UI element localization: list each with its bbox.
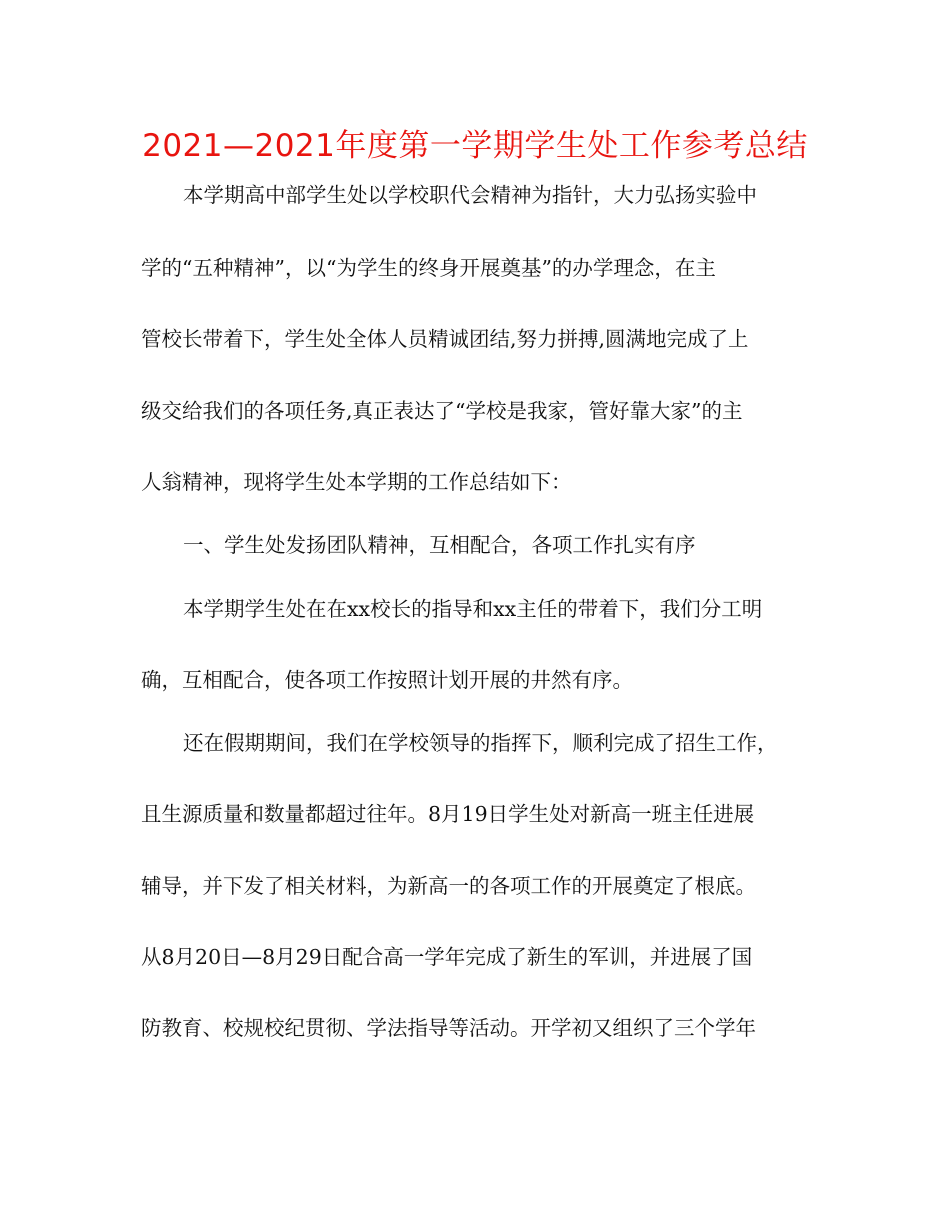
paragraph-line: 本学期高中部学生处以学校职代会精神为指针，大力弘扬实验中 xyxy=(183,183,757,207)
document-title: 2021—2021年度第一学期学生处工作参考总结 xyxy=(142,128,808,164)
paragraph-line: 且生源质量和数量都超过往年。8月19日学生处对新高一班主任进展 xyxy=(141,802,755,826)
paragraph-line: 人翁精神，现将学生处本学期的工作总结如下： xyxy=(141,470,572,494)
paragraph-line: 级交给我们的各项任务,真正表达了“学校是我家，管好靠大家”的主 xyxy=(141,399,743,423)
paragraph-line: 防教育、校规校纪贯彻、学法指导等活动。开学初又组织了三个学年 xyxy=(141,1016,756,1040)
paragraph-line: 管校长带着下，学生处全体人员精诚团结,努力拼搏,圆满地完成了上 xyxy=(141,327,749,351)
paragraph-line: 从8月20日—8月29日配合高一学年完成了新生的军训，并进展了国 xyxy=(141,945,753,969)
paragraph-line: 本学期学生处在在xx校长的指导和xx主任的带着下，我们分工明 xyxy=(183,597,763,621)
paragraph-line: 辅导，并下发了相关材料，为新高一的各项工作的开展奠定了根底。 xyxy=(141,874,756,898)
paragraph-line: 学的“五种精神”，以“为学生的终身开展奠基”的办学理念，在主 xyxy=(141,256,716,280)
section-heading: 一、学生处发扬团队精神，互相配合，各项工作扎实有序 xyxy=(183,533,696,557)
paragraph-line: 还在假期期间，我们在学校领导的指挥下，顺利完成了招生工作， xyxy=(183,731,778,755)
paragraph-line: 确，互相配合，使各项工作按照计划开展的井然有序。 xyxy=(141,668,633,692)
